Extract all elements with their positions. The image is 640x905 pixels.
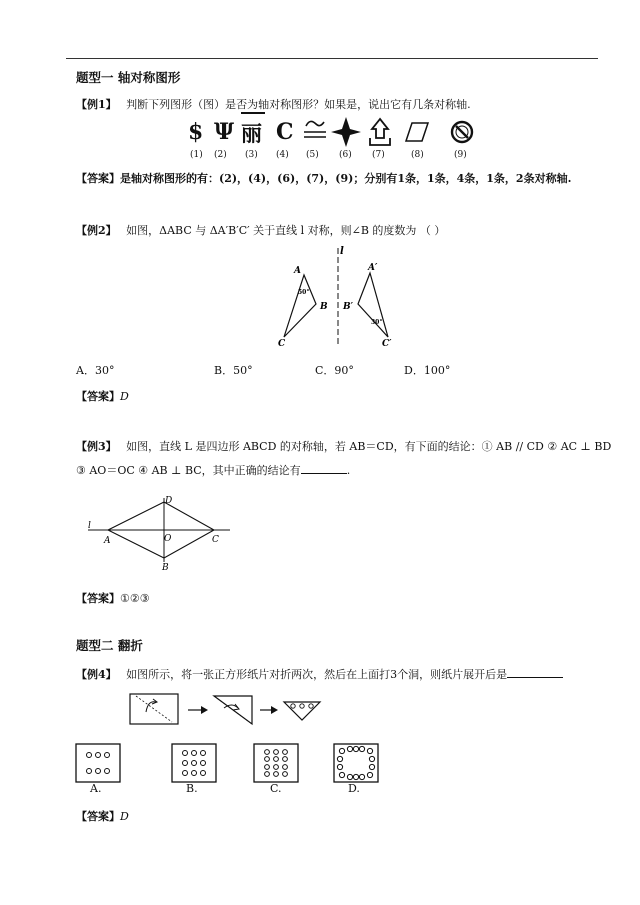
example-4-question: [76, 666, 563, 682]
example-1-question: [76, 96, 471, 112]
option-c-paper: [254, 744, 298, 782]
example-3-text-2: ③ AO＝OC ④ AB ⊥ BC，其中正确的结论有: [76, 464, 301, 477]
symbol-1-dollar: $: [188, 119, 204, 145]
option-2a: A．30°: [76, 364, 115, 377]
label-7: (7): [372, 150, 385, 160]
symbol-6-star: [331, 117, 361, 147]
example-2-answer: [76, 388, 129, 404]
example-3-answer-blank: [301, 463, 347, 474]
label-c: C: [278, 339, 286, 349]
option-2b: B．50°: [214, 364, 253, 377]
folding-sequence-figure: [128, 690, 328, 730]
symbol-5-waves: [304, 121, 326, 137]
triangle-a2b2c2: [358, 273, 388, 337]
option-a-paper: [76, 744, 120, 782]
label-5: (5): [306, 150, 319, 160]
section-title-1: 题型一 轴对称图形: [76, 70, 181, 85]
example-3-answer-text: ①②③: [120, 592, 150, 605]
symbol-2-psi: Ψ: [214, 119, 235, 145]
label-2: (2): [214, 150, 227, 160]
section-title-2: 题型二 翻折: [76, 638, 143, 653]
example-1-text: 判断下列图形（图）是否为轴对称图形？如果是，说出它有几条对称轴.: [126, 98, 471, 111]
label-a: A: [294, 266, 301, 276]
example-4-answer-text: D: [120, 810, 129, 823]
option-2c: C．90°: [315, 364, 354, 377]
example-4-answer: [76, 808, 129, 824]
option-4b-label: B.: [186, 782, 198, 795]
example-3-text-1: 如图，直线 L 是四边形 ABCD 的对称轴，若 AB＝CD，有下面的结论：① AB // CD ② AC ⊥ BD: [126, 440, 612, 453]
label-a-prime: A′: [368, 263, 378, 273]
symbol-7-arrows: [370, 119, 390, 145]
example-4-answer-tag: 【答案】: [76, 810, 120, 823]
angle-a-label: 50°: [298, 289, 310, 296]
option-d-paper: [334, 744, 378, 782]
label-9: (9): [454, 150, 467, 160]
fold-step-1: [130, 694, 178, 724]
symbol-3-overline: [241, 112, 265, 114]
example-1-answer-tag: 【答案】: [76, 172, 120, 185]
triangle-reflection-figure: [270, 240, 410, 352]
kite-figure: [84, 492, 234, 574]
example-3-tag: 【例3】: [76, 440, 117, 453]
example-2-answer-text: D: [120, 390, 129, 403]
example-4-answer-blank: [507, 667, 563, 678]
label-b: B: [162, 563, 169, 573]
label-l: l: [340, 246, 344, 257]
example-2-tag: 【例2】: [76, 224, 117, 237]
fold-step-2: [214, 696, 252, 724]
label-d: D: [165, 496, 173, 506]
label-o: O: [164, 534, 172, 544]
option-4c-label: C.: [270, 782, 282, 795]
option-b-paper: [172, 744, 216, 782]
folding-options-figure: [72, 740, 392, 788]
label-8: (8): [411, 150, 424, 160]
option-4d-label: D.: [348, 782, 360, 795]
arrow-1: [188, 706, 208, 714]
label-4: (4): [276, 150, 289, 160]
example-3-question-line-1: [76, 438, 611, 454]
top-rule: [66, 58, 598, 59]
label-3: (3): [245, 150, 258, 160]
label-1: (1): [190, 150, 203, 160]
label-6: (6): [339, 150, 352, 160]
symbol-figures-5-9: [300, 114, 485, 150]
example-2-text: 如图，ΔABC 与 ΔA′B′C′ 关于直线 l 对称，则∠B 的度数为 （ ）: [126, 224, 446, 237]
example-3-text-2-end: .: [346, 464, 351, 477]
label-b-prime: B′: [343, 302, 353, 312]
angle-c-prime-label: 30°: [371, 319, 383, 326]
example-3-answer-tag: 【答案】: [76, 592, 120, 605]
label-a: A: [104, 536, 111, 546]
triangle-abc: [284, 275, 316, 337]
example-3-answer: [76, 590, 150, 606]
option-4a-label: A.: [90, 782, 102, 795]
example-2-answer-tag: 【答案】: [76, 390, 120, 403]
symbol-8-parallelogram: [406, 123, 428, 141]
symbol-3-li: 丽: [241, 121, 262, 146]
symbol-9-no-sign: [452, 122, 472, 142]
example-1-tag: 【例1】: [76, 98, 117, 111]
symbol-4-c: C: [276, 119, 294, 145]
label-c-prime: C′: [382, 339, 392, 349]
label-b: B: [320, 302, 328, 312]
fold-step-3-triangle-with-holes: [284, 702, 320, 720]
label-c: C: [212, 535, 219, 545]
label-l: l: [88, 521, 91, 531]
example-2-question: [76, 222, 445, 238]
arrow-2: [260, 706, 278, 714]
example-1-answer-text: 是轴对称图形的有：(2)，(4)，(6)，(7)，(9)；分别有1条，1条，4条，1条，2条对称轴.: [120, 172, 572, 185]
option-2d: D．100°: [404, 364, 451, 377]
example-4-text: 如图所示，将一张正方形纸片对折两次，然后在上面打3个洞，则纸片展开后是: [126, 668, 508, 681]
example-1-answer: [76, 170, 571, 186]
example-4-tag: 【例4】: [76, 668, 117, 681]
example-3-question-line-2: [76, 462, 350, 478]
